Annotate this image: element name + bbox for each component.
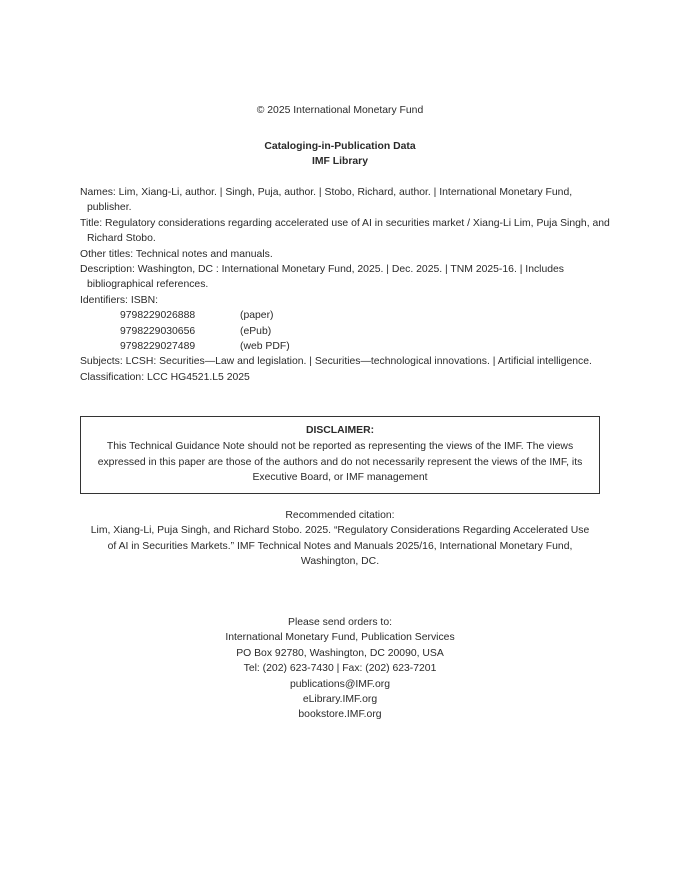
meta-other-titles: Other titles: Technical notes and manuals. [80,248,273,260]
meta-title: Title: Regulatory considerations regarding accelerated use of AI in securities market / Xiang-Li Lim, Puja Singh, and Richard Stobo. [80,217,610,245]
catalog-metadata [80,185,610,385]
orders-bookstore-link[interactable]: bookstore.IMF.org [298,709,382,721]
meta-names: Names: Lim, Xiang-Li, author. | Singh, Puja, author. | Stobo, Richard, author. | International Monetary Fund, publisher. [80,187,573,214]
isbn-row [80,324,610,339]
cip-library: IMF Library [311,156,368,168]
isbn-row [80,339,610,354]
orders-elibrary-link[interactable]: eLibrary.IMF.org [302,694,378,706]
citation-label: Recommended citation: [285,510,395,521]
cip-heading [0,139,680,170]
orders-phone-fax: Tel: (202) 623-7430 | Fax: (202) 623-7201 [243,663,437,675]
orders-block [0,615,680,723]
citation-text: Lim, Xiang-Li, Puja Singh, and Richard Stobo. 2025. “Regulatory Considerations Regarding Accelerated Use of AI in Securities Markets.” IMF Technical Notes and Manuals 2025/16, International Monetary Fund, Washington, DC. [90,525,590,568]
isbn-format: (web PDF) [240,341,290,353]
orders-label: Please send orders to: [288,617,392,628]
meta-classification: Classification: LCC HG4521.L5 2025 [80,371,250,383]
orders-email-link[interactable]: publications@IMF.org [289,678,391,690]
isbn-number: 9798229030656 [120,325,196,337]
meta-identifiers-label: Identifiers: ISBN: [80,294,158,306]
cip-title: Cataloging-in-Publication Data [264,141,416,152]
meta-description: Description: Washington, DC : International Monetary Fund, 2025. | Dec. 2025. | TNM 2025-16. | Includes bibliographical references. [80,264,565,291]
meta-subjects: Subjects: LCSH: Securities—Law and legislation. | Securities—technological innovations. | Artificial intelligence. [80,356,592,368]
disclaimer-heading: DISCLAIMER: [305,425,375,436]
disclaimer-box [80,416,600,494]
isbn-format: (ePub) [240,325,272,337]
orders-organization: International Monetary Fund, Publication Services [225,632,455,644]
isbn-row [80,308,610,323]
citation-block [0,508,680,570]
isbn-number: 9798229027489 [120,341,196,353]
isbn-number: 9798229026888 [120,310,196,322]
copyright-notice: © 2025 International Monetary Fund [256,105,424,116]
isbn-format: (paper) [240,310,274,322]
orders-address: PO Box 92780, Washington, DC 20090, USA [236,647,444,659]
disclaimer-text: This Technical Guidance Note should not be reported as representing the views of the IMF. The views expressed in this paper are those of the authors and do not necessarily represent the views of the IMF, its Executive Board, or IMF management [97,441,583,484]
